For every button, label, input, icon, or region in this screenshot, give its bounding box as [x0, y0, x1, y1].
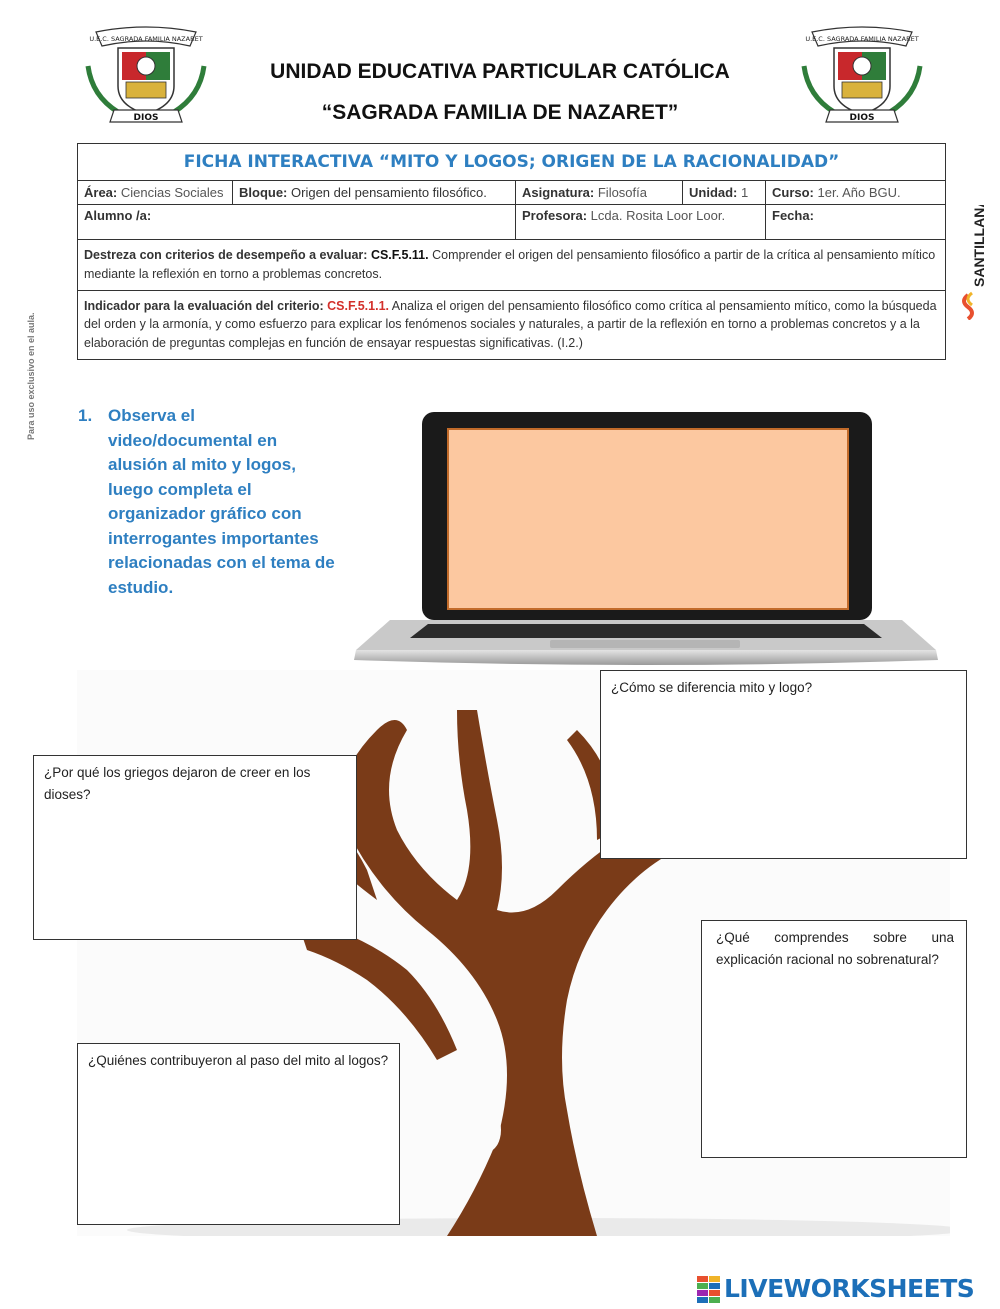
curso-cell: Curso: 1er. Año BGU. — [766, 181, 946, 205]
santillana-brand — [958, 205, 998, 320]
instruction-number: 1. — [78, 406, 93, 425]
question-box-4[interactable] — [77, 1043, 400, 1225]
svg-text:DIOS: DIOS — [849, 113, 875, 123]
svg-text:U.E.C. SAGRADA FAMILIA NAZARET: U.E.C. SAGRADA FAMILIA NAZARET — [805, 35, 919, 43]
school-name: UNIDAD EDUCATIVA PARTICULAR CATÓLICA — [270, 60, 730, 83]
question-box-2[interactable] — [600, 670, 967, 859]
school-crest-left — [78, 26, 214, 126]
video-screen — [448, 429, 848, 609]
classroom-use-note: Para uso exclusivo en el aula. — [26, 312, 36, 440]
alumno-cell[interactable]: Alumno /a: — [78, 205, 516, 240]
unidad-cell: Unidad: 1 — [683, 181, 766, 205]
profesora-cell: Profesora: Lcda. Rosita Loor Loor. — [516, 205, 766, 240]
bloque-cell: Bloque: Origen del pensamiento filosófico. — [233, 181, 516, 205]
question-box-3[interactable] — [701, 920, 967, 1158]
svg-text:SANTILLANA: SANTILLANA — [971, 205, 987, 287]
asignatura-cell: Asignatura: Filosofía — [516, 181, 683, 205]
instruction-1 — [78, 404, 338, 600]
liveworksheets-logo[interactable] — [697, 1274, 997, 1304]
area-cell: Área: Ciencias Sociales — [78, 181, 233, 205]
worksheet-info-table — [77, 143, 946, 360]
question-1-text: ¿Por qué los griegos dejaron de creer en los dioses? — [44, 765, 311, 802]
liveworksheets-icon — [697, 1276, 721, 1304]
school-subname: “SAGRADA FAMILIA DE NAZARET” — [321, 101, 679, 124]
question-2-text: ¿Cómo se diferencia mito y logo? — [611, 680, 813, 695]
school-crest-right — [794, 26, 930, 126]
worksheet-title: FICHA INTERACTIVA “MITO Y LOGOS; ORIGEN DE LA RACIONALIDAD” — [78, 144, 946, 181]
video-laptop-frame[interactable] — [350, 404, 942, 666]
indicador-cell: Indicador para la evaluación del criterio: CS.F.5.1.1. Analiza el origen del pensamiento filosófico como crítica al pensamiento mítico, como la búsqueda del orden y la armonía, y como esfuerzo para explicar los fenómenos sociales y naturales, a partir de la reflexión en torno a problemas concretos y a la elaboración de preguntas complejas en función de ensayar respuestas significativas. (I.2.) — [78, 290, 946, 359]
instruction-text: Observa el video/documental en alusión al mito y logos, luego completa el organizador gráfico con interrogantes importantes relacionadas con el tema de estudio. — [108, 406, 335, 597]
fecha-cell[interactable]: Fecha: — [766, 205, 946, 240]
svg-text:DIOS: DIOS — [133, 113, 159, 123]
svg-text:U.E.C. SAGRADA FAMILIA NAZARET: U.E.C. SAGRADA FAMILIA NAZARET — [89, 35, 203, 43]
question-box-1[interactable] — [33, 755, 357, 940]
question-4-text: ¿Quiénes contribuyeron al paso del mito al logos? — [88, 1053, 389, 1068]
destreza-cell: Destreza con criterios de desempeño a evaluar: CS.F.5.11. Comprender el origen del pensamiento filosófico a partir de la crítica al pensamiento mítico mediante la reflexión en torno a problemas concretos. — [78, 240, 946, 291]
liveworksheets-wordmark: LIVEWORKSHEETS — [724, 1274, 975, 1303]
question-3-text: ¿Qué comprendes sobre una explicación racional no sobrenatural? — [716, 930, 954, 967]
